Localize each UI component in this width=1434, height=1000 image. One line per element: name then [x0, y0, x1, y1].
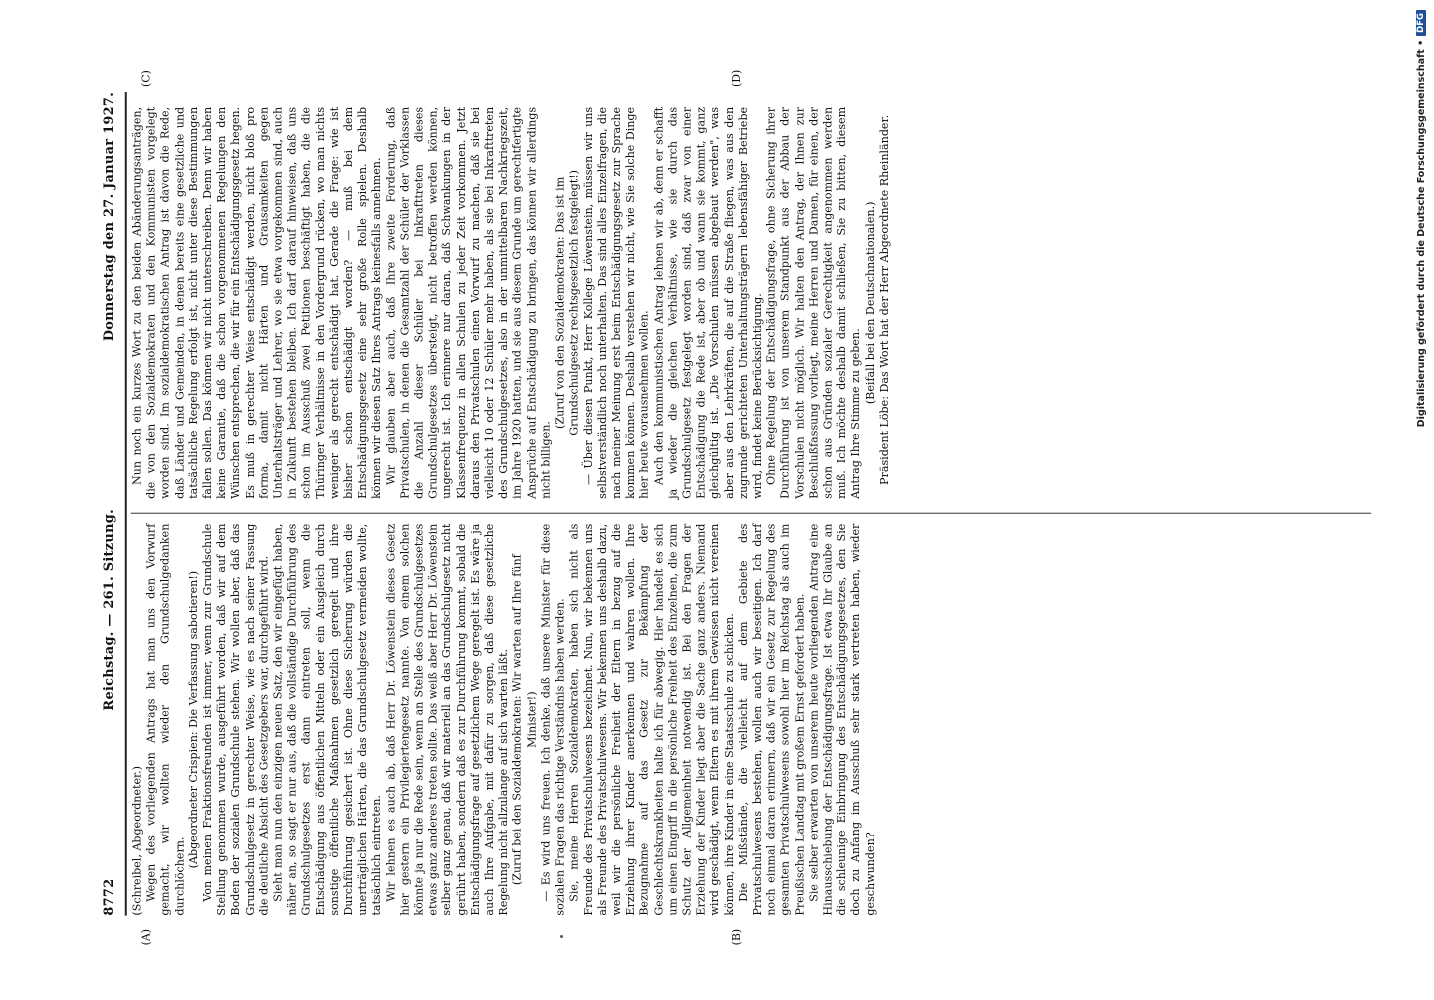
column-divider	[131, 513, 1371, 514]
paragraph: Auch den kommunistischen Antrag lehnen wir ab, denn er schafft ja wieder die gleichen Verhältnisse, wie sie durch das Grundschulgesetz festgelegt worden sind, daß zwar von einer Entschädigung die Rede ist, aber ob und wann sie kommt, ganz gleichgültig ist. „Die Vorschulen müssen abgebaut werden", was aber aus den Lehrkräften, die auf die Straße fliegen, was aus den zugrunde gerichteten Unterhaltungsträgern lebensfähiger Betriebe wird, findet keine Berücksichtigung.	[652, 106, 764, 499]
scan-speck	[560, 935, 563, 938]
paragraph: — Es wird uns freuen. Ich denke, daß unsere Minister für diese sozialen Fragen das richtige Verständnis haben werden.	[539, 523, 567, 916]
document-page	[95, 69, 1385, 946]
paragraph: Ohne Regelung der Entschädigungsfrage, ohne Sicherung ihrer Durchführung ist von unserem Standpunkt aus der Abbau der Vorschulen nicht möglich. Wir halten den Antrag, der Ihnen zur Beschlußfassung vorliegt, meine Herren und Damen, für einen, der schon aus Gründen sozialer Gerechtigkeit angenommen werden muß. Ich möchte deshalb damit schließen, Sie zu bitten, diesem Antrag Ihre Stimme zu geben.	[764, 106, 863, 499]
margin-mark-b: (B)	[730, 928, 743, 946]
dfg-badge: DFG	[1416, 10, 1426, 36]
paragraph: Sie selber erwarten von unserem heute vorliegenden Antrag eine Hinausschiebung der Entschädigungsfrage. Ist etwa Ihr Glaube an die schleunige Einbringung des Entschädigungsgesetzes, den Sie doch zu Anfang im Ausschuß sehr stark vertreten haben, wieder geschwunden?	[807, 523, 877, 916]
paragraph: Sie, meine Herren Sozialdemokraten, haben sich nicht als Freunde des Privatschulwesens bezeichnet. Nun, wir bekennen uns als Freunde des Privatschulwesens. Wir bekennen uns deshalb dazu, weil wir die persönliche Freiheit der Eltern in bezug auf die Erziehung ihrer Kinder anerkennen und wahren wollen. Ihre Bezugnahme auf das Gesetz zur Bekämpfung der Geschlechtskrankheiten halte ich für abwegig. Hier handelt es sich um einen Eingriff in die persönliche Freiheit des Einzelnen, die zum Schutz der Allgemeinheit notwendig ist. Bei den Fragen der Erziehung der Kinder liegt aber die Sache ganz anders. Niemand wird geschädigt, wenn Eltern es mit ihrem Gewissen nicht vereinen können, ihre Kinder in eine Staatsschule zu schicken.	[567, 523, 736, 916]
page-header	[95, 92, 123, 916]
header-date: Donnerstag den 27. Januar 1927.	[101, 92, 117, 342]
paragraph: Die Mißstände, die vielleicht auf dem Gebiete des Privatschulwesens bestehen, wollen auch wir beseitigen. Ich darf noch einmal daran erinnern, daß wir ein Gesetz zur Regelung des gesamten Privatschulwesens sowohl hier im Reichstag als auch im Preußischen Landtag mit großem Ernst gefordert haben.	[736, 523, 807, 916]
paragraph: Wegen des vorliegenden Antrags hat man uns den Vorwurf gemacht, wir wollten wieder den Grundschulgedanken durchlöchern.	[144, 523, 186, 916]
interjection: (Zuruf von den Sozialdemokraten: Das ist im Grundschulgesetz rechtsgesetzlich festgelegt!)	[553, 169, 581, 436]
rotated-page-container	[95, 69, 1415, 952]
right-column	[131, 107, 892, 499]
paragraph: (Schreibel, Abgeordneter.)	[130, 765, 144, 916]
paragraph: Von meinen Fraktionsfreunden ist immer, wenn zur Grundschule Stellung genommen wurde, ausgeführt worden, daß wir auf dem Boden der sozialen Grundschule stehen. Wir wollen aber, daß das Grundschulgesetz in gerechter Weise, wie es nach seiner Fassung die deutliche Absicht des Gesetzgebers war, durchgeführt wird.	[201, 523, 271, 916]
page-number: 8772	[101, 878, 117, 916]
paragraph: Wir glauben aber auch, daß Ihre zweite Forderung, daß Privatschulen, in denen die Gesamtzahl der Schüler der Vorklassen die Anzahl dieser Schüler bei Inkrafttreten dieses Grundschulgesetzes übersteigt, nicht betroffen werden können, ungerecht ist. Ich erinnere nur daran, daß Schwankungen in der Klassenfrequenz in allen Schulen zu jeder Zeit vorkommen. Jetzt daraus den Privatschulen einen Vorwurf zu machen, daß sie bei vielleicht 10 oder 12 Schüler mehr haben, als sie bei Inkrafttreten des Grundschulgesetzes, also in der unmittelbaren Nachkriegszeit, im Jahre 1920 hatten, und sie aus diesem Grunde um gerechtfertigte Ansprüche auf Entschädigung zu bringen, das können wir allerdings nicht billigen.	[384, 106, 553, 499]
header-title: Reichstag. — 261. Sitzung.	[101, 509, 117, 711]
paragraph: — Über diesen Punkt, Herr Kollege Löwenstein, müssen wir uns selbstverständlich noch unterhalten. Das sind alles Einzelfragen, die nach meiner Meinung erst beim Entschädigungsgesetz zur Sprache kommen können. Deshalb verstehen wir nicht, wie Sie solche Dinge hier heute vorausnehmen wollen.	[581, 106, 652, 499]
margin-mark-a: (A)	[139, 928, 153, 946]
interjection: (Beifall bei den Deutschnationalen.)	[863, 201, 877, 405]
dfg-note-text: Digitalisierung gefördert durch die Deutsche Forschungsgemeinschaft •	[1415, 39, 1427, 428]
paragraph: Sieht man nun den einzigen neuen Satz, den wir eingefügt haben, näher an, so sagt er nur aus, daß die vollständige Durchführung des Grundschulgesetzes erst dann eintreten soll, wenn die Entschädigung aus öffentlichen Mitteln oder ein Ausgleich durch sonstige öffentliche Maßnahmen gesetzlich geregelt und ihre Durchführung gesichert ist. Ohne diese Sicherung würden die unerträglichen Härten, die das Grundschulgesetz vermeiden wollte, tatsächlich eintreten.	[271, 523, 384, 916]
dfg-side-note	[1412, 10, 1430, 990]
margin-mark-c: (C)	[139, 70, 153, 88]
left-column	[131, 524, 878, 916]
paragraph: Nun noch ein kurzes Wort zu den beiden Abänderungsanträgen, die von den Sozialdemokraten und den Kommunisten vorgelegt worden sind. Im sozialdemokratischen Antrag ist davon die Rede, daß Länder und Gemeinden, in denen bereits eine gesetzliche und tatsächliche Regelung erfolgt ist, nicht unter diese Bestimmungen fallen sollen. Das können wir nicht unterschreiben. Denn wir haben keine Garantie, daß die schon vorgenommenen Regelungen den Wünschen entsprechen, die wir für ein Entschädigungsgesetz hegen. Es muß in gerechter Weise entschädigt werden, nicht bloß pro forma, damit nicht Härten und Grausamkeiten gegen Unterhaltsträger und Lehrer, wo sie etwa vorgekommen sind, auch in Zukunft bestehen bleiben. Ich darf darauf hinweisen, daß uns schon im Ausschuß zwei Petitionen beschäftigt haben, die die Thüringer Verhältnisse in den Vordergrund rücken, wo man nichts weniger als gerecht entschädigt hat. Gerade die Frage: wie ist bisher schon entschädigt worden? — muß bei dem Entschädigungsgesetz eine sehr große Rolle spielen. Deshalb können wir diesen Satz Ihres Antrags keinesfalls annehmen.	[130, 106, 384, 499]
paragraph: Präsident Löbe: Das Wort hat der Herr Abgeordnete Rheinländer.	[877, 114, 891, 485]
margin-mark-d: (D)	[730, 69, 743, 88]
interjection: (Abgeordneter Crispien: Die Verfassung sabotieren!)	[187, 570, 200, 869]
interjection: (Zuruf bei den Sozialdemokraten: Wir warten auf Ihre fünf Minister!)	[511, 554, 539, 886]
header-rule	[125, 92, 127, 916]
paragraph: Wir lehnen es auch ab, daß Herr Dr. Löwenstein dieses Gesetz hier gestern ein Privilegiertengesetz nannte. Von einem solchen könnte ja nur die Rede sein, wenn an Stelle des Grundschulgesetzes etwas ganz anderes treten sollte. Das weiß aber Herr Dr. Löwenstein selber ganz genau, daß wir materiell an das Grundschulgesetz nicht gerührt haben, sondern daß es zur Durchführung kommt, sobald die Entschädigungsfrage auf gesetzlichem Wege geregelt ist. Es wäre ja auch Ihre Aufgabe, mit dafür zu sorgen, daß diese gesetzliche Regelung nicht allzulange auf sich warten läßt.	[384, 523, 511, 916]
